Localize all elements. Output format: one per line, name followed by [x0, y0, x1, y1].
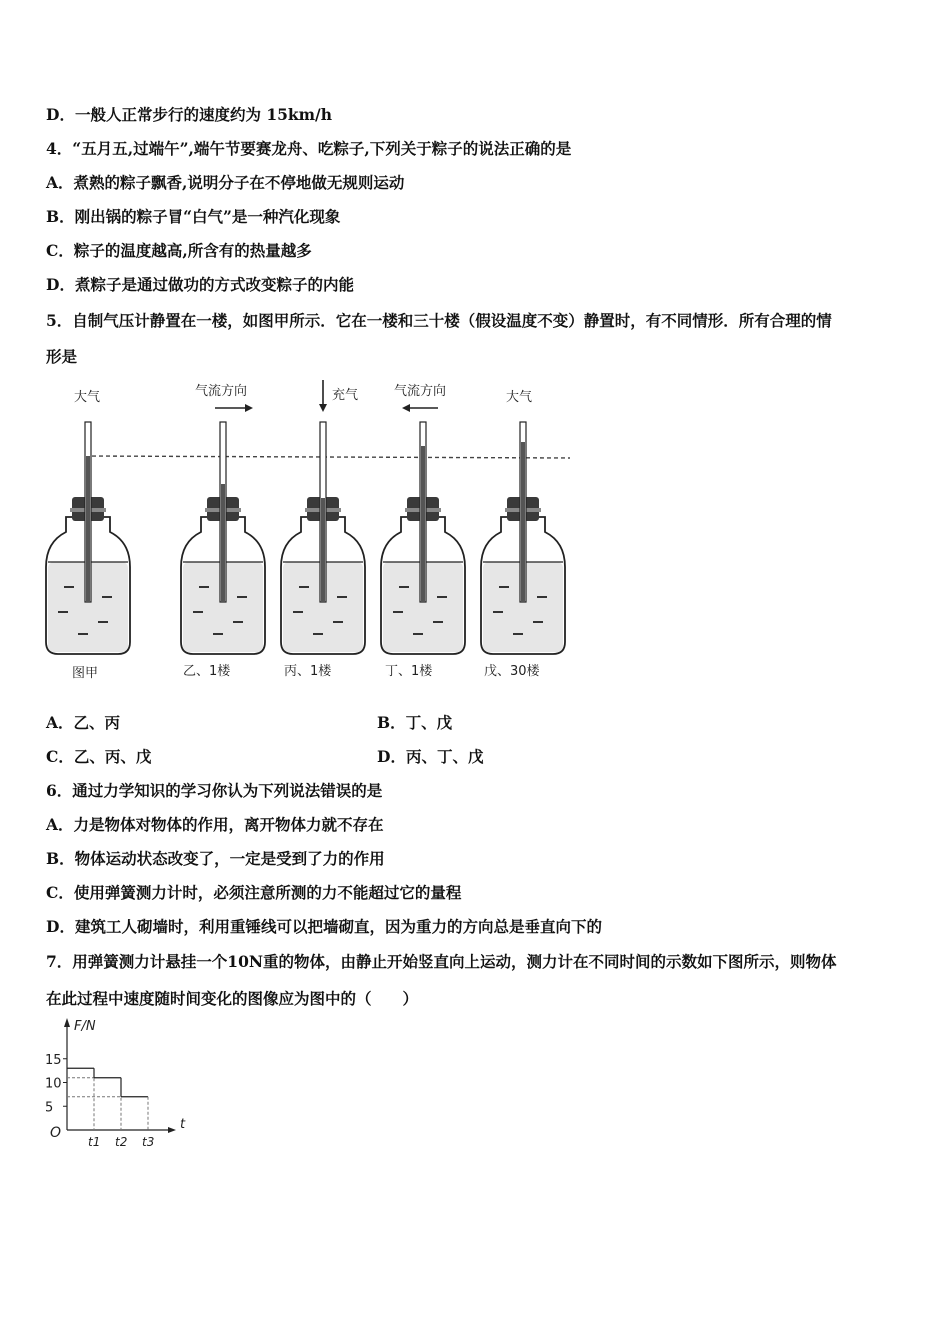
q3-option-d: D．一般人正常步行的速度约为 15km/h: [46, 105, 332, 124]
airflow-arrow-left-head: [402, 404, 410, 412]
label-wu: 戊、30楼: [484, 664, 540, 679]
label-airflow-2: 气流方向: [394, 384, 447, 399]
force-time-chart: [40, 1012, 190, 1152]
q4-option-d: D．煮粽子是通过做功的方式改变粽子的内能: [46, 275, 354, 294]
q6-option-d: D．建筑工人砌墙时，利用重锤线可以把墙砌直，因为重力的方向总是垂直向下的: [46, 917, 602, 936]
bottle-wu: [481, 422, 565, 654]
label-ding: 丁、1楼: [385, 664, 433, 679]
label-jia: 图甲: [72, 666, 99, 681]
label-inflate: 充气: [332, 388, 359, 403]
origin-label: O: [50, 1125, 62, 1141]
x-axis-label: t: [180, 1117, 186, 1132]
label-yi: 乙、1楼: [183, 664, 231, 679]
q6-option-c: C．使用弹簧测力计时，必须注意所测的力不能超过它的量程: [46, 883, 462, 902]
x-tick-label-t1: t1: [88, 1135, 101, 1149]
y-axis-label: F/N: [74, 1019, 96, 1034]
q4-option-c: C．粽子的温度越高,所含有的热量越多: [46, 241, 312, 260]
x-axis-arrow: [168, 1127, 176, 1133]
x-tick-label-t2: t2: [115, 1135, 128, 1149]
barometer-figure: [40, 372, 580, 687]
y-tick-label-10: 10: [45, 1076, 62, 1092]
q6-option-b: B．物体运动状态改变了，一定是受到了力的作用: [46, 849, 385, 868]
label-airflow-1: 气流方向: [195, 384, 248, 399]
airflow-arrow-right-head: [245, 404, 253, 412]
q6-option-a: A．力是物体对物体的作用，离开物体力就不存在: [46, 815, 384, 834]
q4-stem: 4．“五月五,过端午”,端午节要赛龙舟、吃粽子,下列关于粽子的说法正确的是: [46, 139, 572, 158]
q7-stem-line2: 在此过程中速度随时间变化的图像应为图中的（ ）: [46, 989, 419, 1008]
q5-option-b: B．丁、戊: [377, 713, 453, 732]
q5-option-a: A．乙、丙: [46, 713, 121, 732]
q7-stem-line1: 7．用弹簧测力计悬挂一个10N重的物体，由静止开始竖直向上运动，测力计在不同时间的示数如下图所示，则物体: [46, 952, 837, 971]
label-atmosphere-1: 大气: [74, 390, 101, 405]
reference-dashed-line: [85, 456, 570, 458]
q4-option-a: A．煮熟的粽子飘香,说明分子在不停地做无规则运动: [46, 173, 405, 192]
y-axis-arrow: [64, 1018, 70, 1027]
q5-option-c: C．乙、丙、戊: [46, 747, 152, 766]
bottle-jia: [46, 422, 130, 654]
q4-option-b: B．刚出锅的粽子冒“白气”是一种汽化现象: [46, 207, 341, 226]
x-tick-label-t3: t3: [142, 1135, 155, 1149]
y-tick-label-5: 5: [45, 1100, 54, 1116]
label-bing: 丙、1楼: [284, 664, 332, 679]
q6-stem: 6．通过力学知识的学习你认为下列说法错误的是: [46, 781, 383, 800]
q5-stem-line2: 形是: [46, 347, 78, 366]
inflate-arrow-head: [319, 404, 327, 412]
q5-stem-line1: 5．自制气压计静置在一楼，如图甲所示．它在一楼和三十楼（假设温度不变）静置时，有不同情形．所有合理的情: [46, 311, 832, 330]
label-atmosphere-2: 大气: [506, 390, 533, 405]
y-tick-label-15: 15: [45, 1052, 62, 1068]
barometer-figure-svg: [40, 372, 580, 687]
q5-option-d: D．丙、丁、戊: [377, 747, 484, 766]
